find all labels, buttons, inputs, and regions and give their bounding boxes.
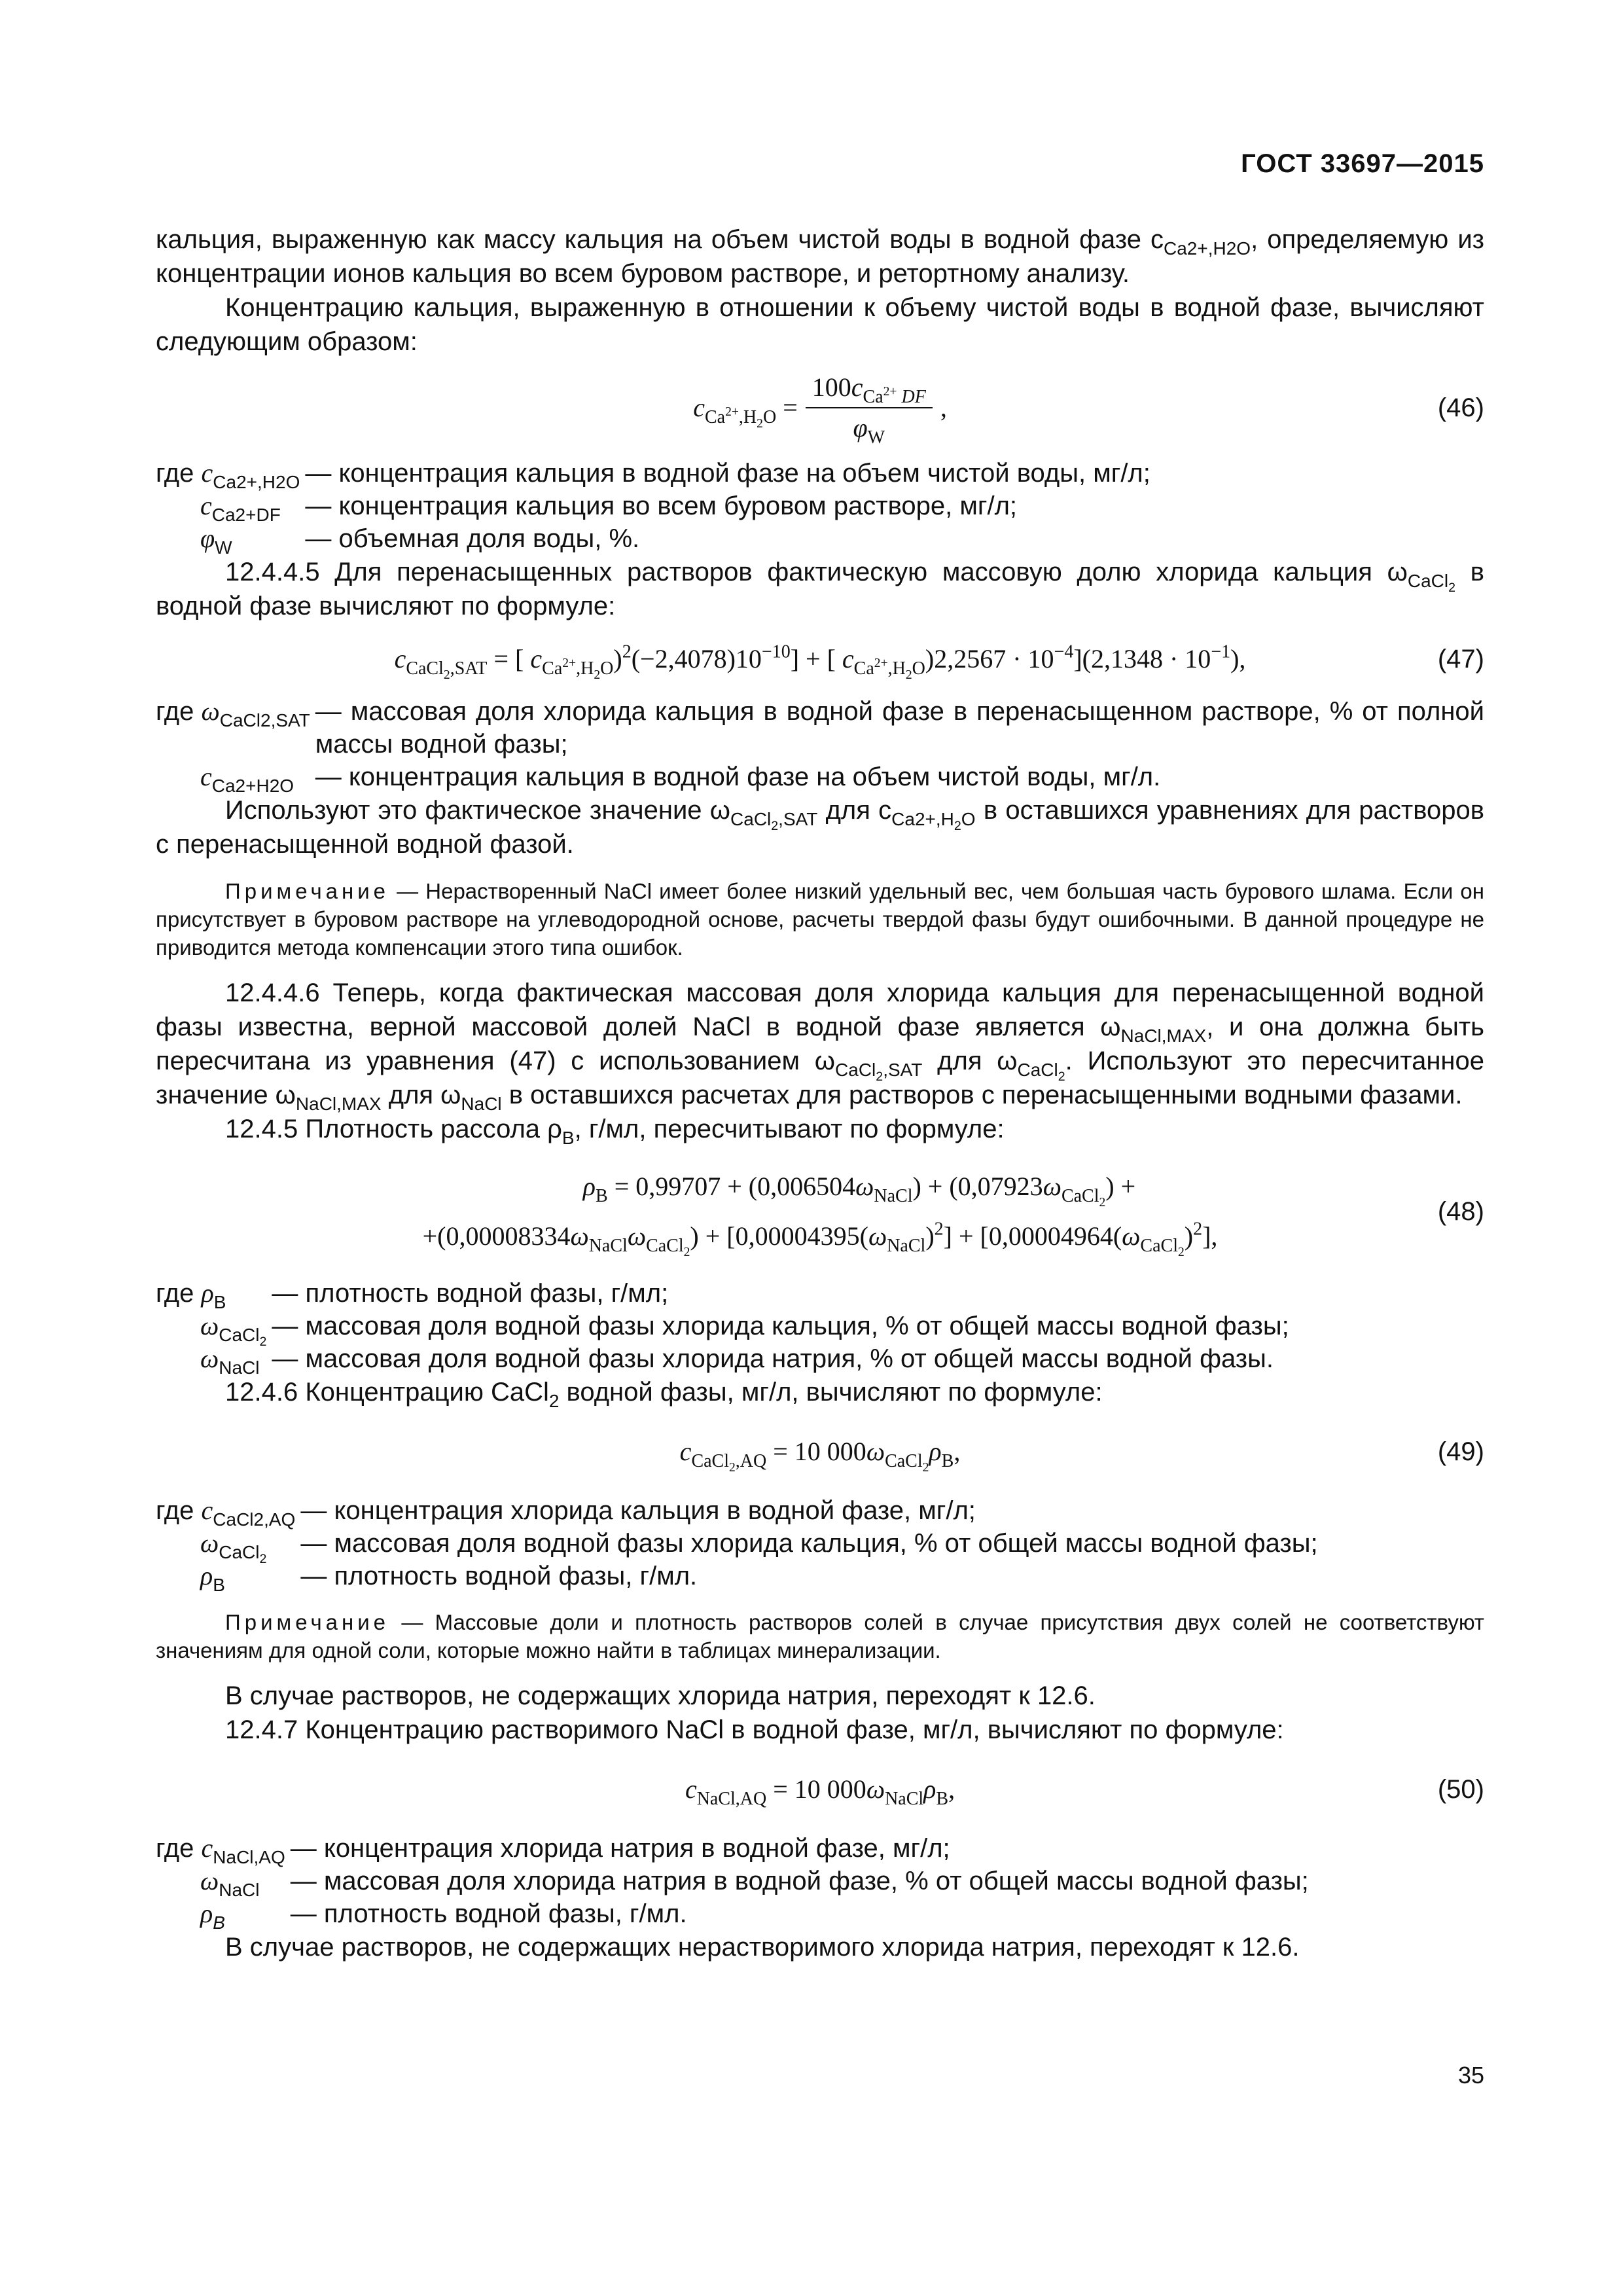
formula-49: $c_{CaCl_2,AQ} = 10$ $000\omega_{CaCl_2}\rho_B$, (49) — [156, 1409, 1484, 1494]
paragraph-12-4-5: 12.4.5 Плотность рассола $\rho_B$, г/мл, пересчитывают по формуле: — [225, 1115, 1005, 1148]
paragraph-calcium-concentration: Концентрацию кальция, выраженную в отношении к объему чистой воды в водной фазе, вычисляют следующим образом: — [156, 293, 1484, 356]
paragraph-intro: кальция, выраженную как массу кальция на объем чистой воды в водной фазе $c_{Ca2+,H2O}$, определяемую из концентрации ионов кальция во всем буровом растворе, и ретортному анализу. — [156, 225, 1484, 288]
paragraph-12-4-7: 12.4.7 Концентрацию растворимого NaCl в водной фазе, мг/л, вычисляют по формуле: — [225, 1715, 1284, 1744]
formula-number-48: (48) — [1437, 1197, 1484, 1226]
paragraph-no-insoluble-nacl: В случае растворов, не содержащих нерастворимого хлорида натрия, переходят к 12.6. — [225, 1933, 1300, 1962]
paragraph-12-4-6: 12.4.6 Концентрацию CaCl$_2$ водной фазы, мг/л, вычисляют по формуле: — [225, 1378, 1103, 1411]
note-1: Примечание — Нерастворенный NaCl имеет более низкий удельный вес, чем большая часть бурового шлама. Если он присутствует в буровом растворе на углеводородной основе, расчеты твердой фазы будут ошибочными. В данной процедуре не приводится метода компенсации этого типа ошибок. — [156, 879, 1484, 960]
paragraph-12-4-4-5: 12.4.4.5 Для перенасыщенных растворов фактическую массовую долю хлорида кальция $\omega_{CaCl_2}$ в водной фазе вычисляют по формуле: — [156, 558, 1484, 620]
paragraph-no-nacl: В случае растворов, не содержащих хлорида натрия, переходят к 12.6. — [225, 1681, 1096, 1710]
formula-48: $\rho_B = 0,99707 + (0,006504\omega_{NaCl}) + (0,07923\omega_{CaCl_2})$ + $+(0,00008334\omega_{NaCl}\omega_{CaCl_2}) + [0,00004395(\omega_{NaCl})^2] + [0,00004964(\omega_{CaCl_2})^2]$, (48) — [422, 1172, 1484, 1259]
where-list-49: где $c_{CaCl2,AQ}$ — концентрация хлорида кальция в водной фазе, мг/л; $\omega_{CaCl_2}$ — массовая доля водной фазы хлорида кальция, % от общей массы водной фазы; $\rho_B$ — плотность водной фазы, г/мл. — [156, 1496, 1318, 1595]
formula-number-49: (49) — [1437, 1437, 1484, 1466]
where-list-47: где $\omega_{CaCl2,SAT}$ — массовая доля хлорида кальция в водной фазе в перенасыщенном растворе, % от полной массы водной фазы; $c_{Ca2+H2O}$ — концентрация кальция в водной фазе на объем чистой воды, мг/л. — [156, 696, 1484, 796]
formula-46: $c_{Ca^{2+},H_2O}$ = $\frac{100c_{Ca^{2+} DF}}{\varphi_W}$ , (46) — [156, 359, 1484, 457]
document-header: ГОСТ 33697—2015 — [1241, 149, 1484, 178]
document-page — [156, 0, 1484, 2296]
formula-number-50: (50) — [1437, 1775, 1484, 1804]
page-number: 35 — [1457, 2062, 1484, 2089]
where-list-50: где $c_{NaCl,AQ}$ — концентрация хлорида натрия в водной фазе, мг/л; $\omega_{NaCl}$ — массовая доля хлорида натрия в водной фазе, % от общей массы водной фазы; $\rho_B$ — плотность водной фазы, г/мл. — [156, 1833, 1309, 1933]
formula-50: $c_{NaCl,AQ} = 10$ $000\omega_{NaCl}\rho_B$, (50) — [156, 1747, 1484, 1832]
where-list-48: где $\rho_B$ — плотность водной фазы, г/мл; $\omega_{CaCl_2}$ — массовая доля водной фазы хлорида кальция, % от общей массы водной фазы; $\omega_{NaCl}$ — массовая доля водной фазы хлорида натрия, % от общей массы водной фазы. — [156, 1278, 1289, 1378]
document-body — [156, 223, 1484, 1964]
formula-number-47: (47) — [1437, 645, 1484, 673]
note-2: Примечание — Массовые доли и плотность растворов солей в случае присутствия двух солей не соответствуют значениям для одной соли, которые можно найти в таблицах минерализации. — [156, 1610, 1484, 1662]
formula-47: $c_{CaCl_2,SAT}$ = [ $c_{Ca^{2+},H_2O})^2(-2,4078)10^{-10}$] + [ $c_{Ca^{2+},H_2O})2,2567 \cdot 10^{-4}](2,1348 \cdot 10^{-1})$, (47) — [394, 641, 1484, 682]
formula-number-46: (46) — [1437, 393, 1484, 422]
where-list-46: где $c_{Ca2+,H2O}$ — концентрация кальция в водной фазе на объем чистой воды, мг/л; $c_{Ca2+DF}$ — концентрация кальция во всем буровом растворе, мг/л; $\varphi_W$ — объемная доля воды, %. — [156, 458, 1150, 558]
paragraph-12-4-4-6: 12.4.4.6 Теперь, когда фактическая массовая доля хлорида кальция для перенасыщенной водной фазы известна, верной массовой долей NaCl в водной фазе является $\omega_{NaCl,MAX}$, и она должна быть пересчитана из уравнения (47) с использованием $\omega_{CaCl_2,SAT}$ для $\omega_{CaCl_2}$. Используют это пересчитанное значение $\omega_{NaCl,MAX}$ для $\omega_{NaCl}$ в оставшихся расчетах для растворов с перенасыщенными водными фазами. — [156, 978, 1485, 1114]
paragraph-use-value: Используют это фактическое значение $\omega_{CaCl_2,SAT}$ для $c_{Ca2+,H_2O}$ в оставшихся уравнениях для растворов с перенасыщенной водной фазой. — [156, 796, 1484, 859]
